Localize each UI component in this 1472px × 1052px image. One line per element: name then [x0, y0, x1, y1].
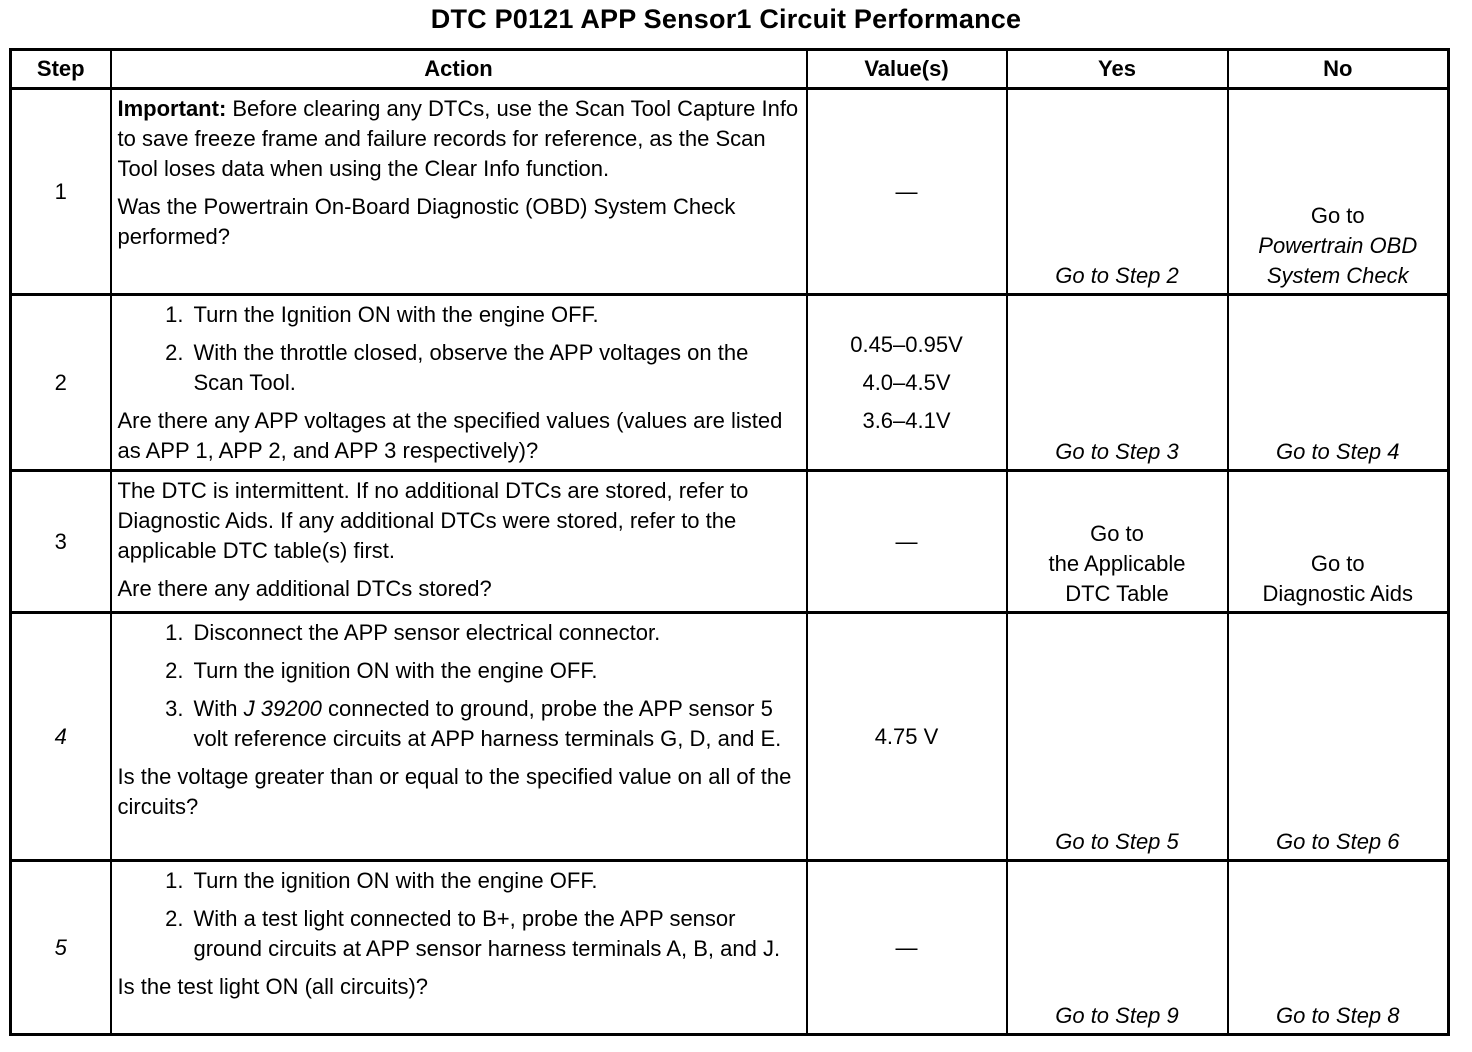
yes-cell — [1007, 89, 1228, 295]
action-cell — [111, 613, 807, 861]
important-note — [118, 94, 800, 184]
value-dash: — — [895, 528, 918, 554]
step-number: 4 — [11, 613, 111, 861]
step-number: 5 — [11, 861, 111, 1035]
action-question: Is the voltage greater than or equal to the specified value on all of the circuits? — [117, 764, 792, 819]
yes-link-step-2[interactable]: Go to Step 2 — [1055, 263, 1179, 288]
value-app2: 4.0–4.5V — [862, 369, 951, 395]
action-step-item: 1. Disconnect the APP sensor electrical connector. — [165, 620, 661, 645]
header-no: No — [1228, 50, 1449, 89]
yes-link-step-5[interactable]: Go to Step 5 — [1055, 829, 1179, 854]
value-cell — [807, 861, 1007, 1035]
no-cell — [1228, 471, 1449, 613]
action-steps — [118, 300, 800, 398]
value-dash: — — [895, 934, 918, 960]
no-link-step-8[interactable]: Go to Step 8 — [1275, 1003, 1400, 1028]
table-row-step-1 — [11, 89, 1449, 295]
no-link-obd-check-line1[interactable]: Powertrain OBD — [1258, 233, 1418, 258]
value-app1: 0.45–0.95V — [850, 331, 963, 357]
value-app3: 3.6–4.1V — [862, 407, 951, 433]
no-cell — [1228, 613, 1449, 861]
table-row-step-4 — [11, 613, 1449, 861]
action-cell — [111, 89, 807, 295]
important-label: Important: — [117, 96, 227, 121]
action-question: Are there any APP voltages at the specified values (values are listed as APP 1, APP 2, and APP 3 respectively)? — [117, 408, 783, 463]
no-link-step-6[interactable]: Go to Step 6 — [1275, 829, 1400, 854]
value-cell — [807, 89, 1007, 295]
action-question: Is the test light ON (all circuits)? — [117, 974, 429, 999]
value-cell — [807, 295, 1007, 471]
no-go-to: Go to — [1310, 203, 1365, 228]
step-number: 3 — [11, 471, 111, 613]
header-yes: Yes — [1007, 50, 1228, 89]
step-number: 2 — [11, 295, 111, 471]
yes-link-step-9[interactable]: Go to Step 9 — [1055, 1003, 1179, 1028]
action-step-item: 2. Turn the ignition ON with the engine OFF. — [165, 658, 598, 683]
yes-link-dtc-table-line1[interactable]: the Applicable — [1048, 551, 1186, 576]
diagnostic-table — [9, 48, 1450, 1036]
no-go-to: Go to — [1310, 551, 1365, 576]
action-step-item: 1. Turn the Ignition ON with the engine OFF. — [165, 302, 599, 327]
document-title: DTC P0121 APP Sensor1 Circuit Performance — [430, 4, 1022, 34]
yes-cell — [1007, 471, 1228, 613]
important-text: Before clearing any DTCs, use the Scan Tool Capture Info to save freeze frame and failure records for reference, as the Scan Tool loses data when using the Clear Info function. — [117, 96, 799, 181]
action-question: Was the Powertrain On-Board Diagnostic (OBD) System Check performed? — [117, 194, 736, 249]
yes-cell — [1007, 861, 1228, 1035]
tool-reference: J 39200 — [243, 696, 322, 721]
no-cell — [1228, 861, 1449, 1035]
action-cell — [111, 471, 807, 613]
table-header-row — [11, 50, 1449, 89]
step-number: 1 — [11, 89, 111, 295]
value-voltage: 4.75 V — [874, 723, 939, 749]
yes-link-dtc-table-line2[interactable]: DTC Table — [1065, 581, 1169, 606]
action-steps — [118, 618, 800, 754]
value-cell — [807, 471, 1007, 613]
yes-cell — [1007, 613, 1228, 861]
action-step-item: 3. With J 39200 connected to ground, probe the APP sensor 5 volt reference circuits at APP harness terminals G, D, and E. — [165, 696, 782, 751]
no-link-obd-check-line2[interactable]: System Check — [1266, 263, 1409, 288]
no-link-diagnostic-aids[interactable]: Diagnostic Aids — [1262, 581, 1413, 606]
value-cell — [807, 613, 1007, 861]
no-link-step-4[interactable]: Go to Step 4 — [1275, 439, 1400, 464]
action-question: Are there any additional DTCs stored? — [117, 576, 492, 601]
action-step-item: 2. With the throttle closed, observe the APP voltages on the Scan Tool. — [165, 340, 749, 395]
value-dash: — — [895, 178, 918, 204]
action-cell — [111, 295, 807, 471]
header-step: Step — [11, 50, 111, 89]
no-cell — [1228, 295, 1449, 471]
action-cell — [111, 861, 807, 1035]
yes-cell — [1007, 295, 1228, 471]
no-cell — [1228, 89, 1449, 295]
yes-go-to: Go to — [1090, 521, 1144, 546]
action-step-item: 1. Turn the ignition ON with the engine OFF. — [165, 868, 598, 893]
action-text: The DTC is intermittent. If no additional DTCs are stored, refer to Diagnostic Aids. If any additional DTCs were stored, refer to the applicable DTC table(s) first. — [117, 478, 749, 563]
header-values: Value(s) — [807, 50, 1007, 89]
yes-link-step-3[interactable]: Go to Step 3 — [1055, 439, 1179, 464]
table-row-step-3 — [11, 471, 1449, 613]
table-row-step-2 — [11, 295, 1449, 471]
action-step-item: 2. With a test light connected to B+, probe the APP sensor ground circuits at APP sensor harness terminals A, B, and J. — [165, 906, 781, 961]
header-action: Action — [111, 50, 807, 89]
action-steps — [118, 866, 800, 964]
table-row-step-5 — [11, 861, 1449, 1035]
